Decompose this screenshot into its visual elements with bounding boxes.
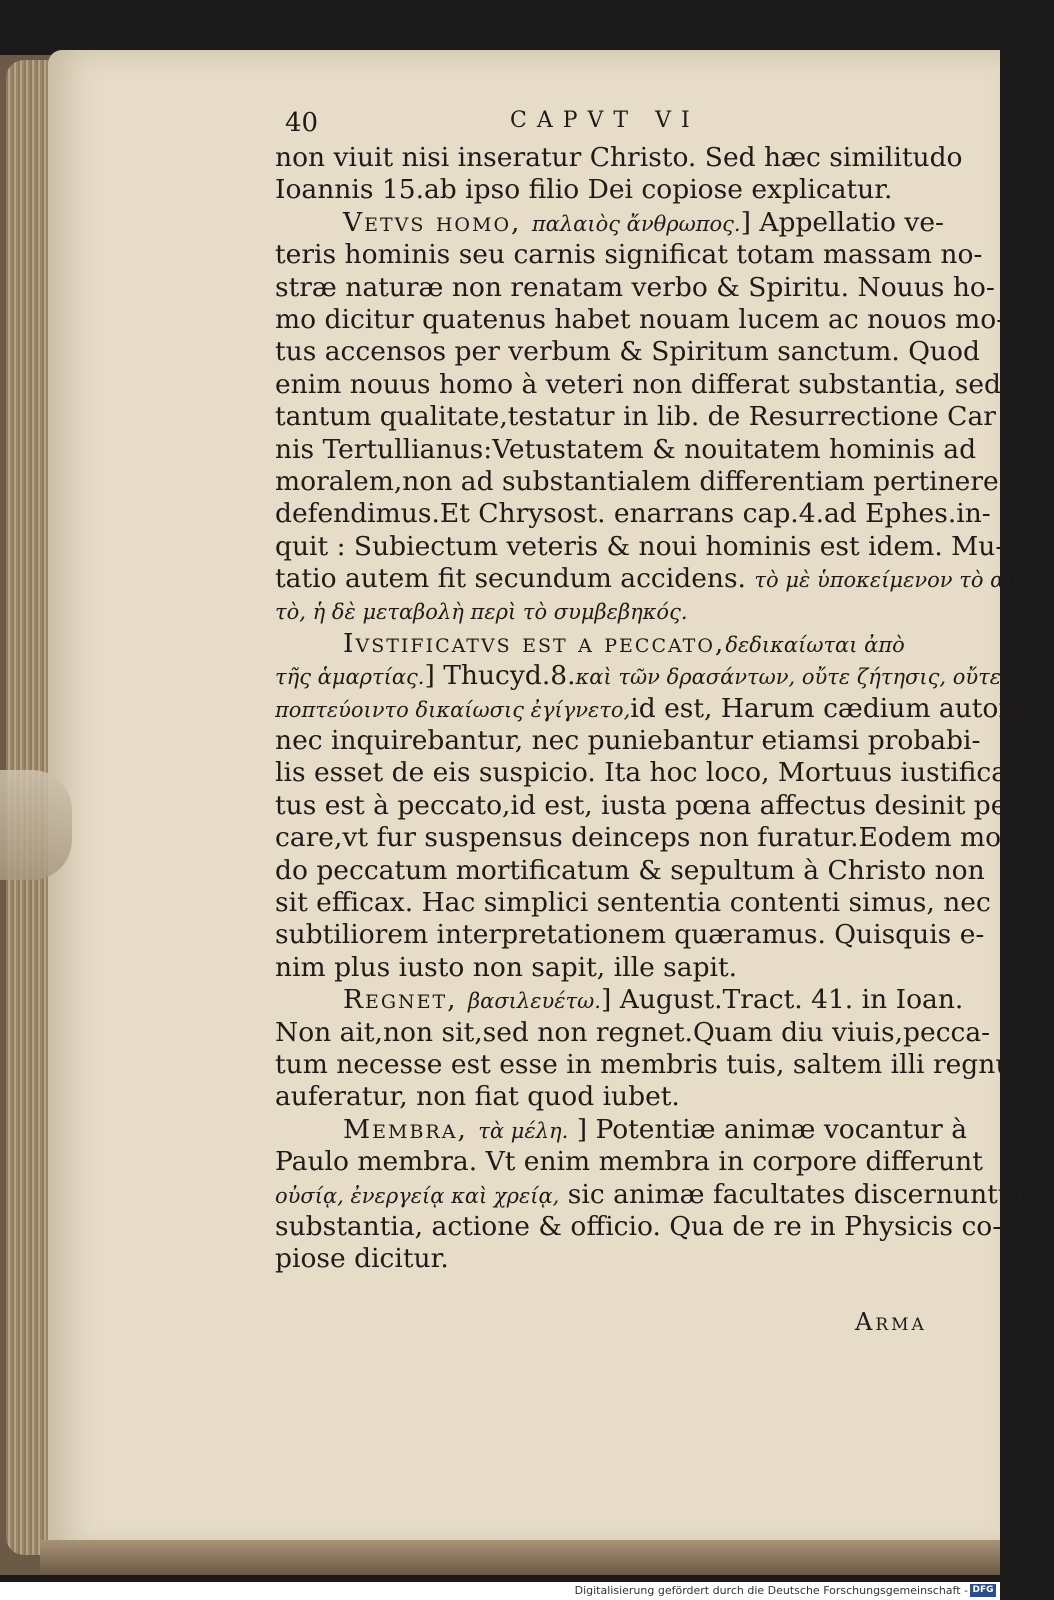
text-line xyxy=(275,1016,991,1049)
text-line xyxy=(275,465,999,498)
footer-credit: Digitalisierung gefördert durch die Deutsche Forschungsgemeinschaft - xyxy=(574,1584,968,1597)
text-line xyxy=(275,919,985,951)
text-line xyxy=(275,433,977,466)
text-line xyxy=(275,142,970,174)
text-segment: quit : Subiectum veteris & noui hominis est idem. Mu- xyxy=(275,530,1005,562)
text-segment: non viuit nisi inseratur Christo. Sed hæc similitudo xyxy=(275,142,963,173)
book-clasp xyxy=(0,770,72,880)
text-segment: substantia, actione & officio. Qua de re in Physicis co- xyxy=(275,1210,1002,1242)
text-line xyxy=(275,1210,1002,1243)
text-line xyxy=(275,174,970,206)
text-line xyxy=(275,1243,970,1275)
greek-text: οὐσίᾳ, ἐνεργείᾳ καὶ χρείᾳ, xyxy=(275,1183,560,1208)
text-line xyxy=(275,757,1017,789)
text-segment: piose dicitur. xyxy=(275,1243,449,1275)
text-segment: Non ait,non sit,sed non regnet.Quam diu viuis,pecca- xyxy=(275,1016,991,1048)
greek-text: τὸ, ἡ δὲ μεταβολὴ περὶ τὸ συμβεβηκός. xyxy=(275,600,688,625)
text-segment: tus accensos per verbum & Spiritum sanctum. Quod xyxy=(275,336,980,368)
greek-text: βασιλευέτω. xyxy=(468,989,601,1014)
text-line xyxy=(275,368,1002,401)
text-segment: nis Tertullianus:Vetustatem & nouitatem hominis ad xyxy=(275,433,977,465)
text-segment: tatio autem fit secundum accidens. xyxy=(275,563,755,595)
greek-text: δεδικαίωται ἀπὸ xyxy=(725,632,905,657)
text-line xyxy=(275,854,985,887)
text-line xyxy=(275,1081,970,1113)
text-line xyxy=(275,1146,983,1178)
text-segment: teris hominis seu carnis significat totam massam no- xyxy=(275,239,983,271)
text-segment: sic animæ facultates discernuntur xyxy=(559,1178,1028,1210)
text-line xyxy=(275,336,980,368)
text-segment: enim nouus homo à veteri non differat substantia, sed xyxy=(275,368,1002,400)
text-line xyxy=(275,725,981,757)
text-segment: auferatur, non fiat quod iubet. xyxy=(275,1081,680,1113)
text-line xyxy=(275,1048,1038,1081)
text-segment: tum necesse est esse in membris tuis, saltem illi regnum xyxy=(275,1048,1038,1080)
text-segment: subtiliorem interpretationem quæramus. Quisquis e- xyxy=(275,919,985,951)
text-segment: care,vt fur suspensus deinceps non furatur.Eodem mo xyxy=(275,822,1002,854)
text-line xyxy=(275,628,970,660)
lemma-heading: Ivstificatvs est a peccato, xyxy=(343,627,726,659)
lemma-heading: Membra, xyxy=(343,1113,479,1145)
text-segment: sit efficax. Hac simplici sententia contenti simus, nec xyxy=(275,886,991,918)
text-segment: ] Thucyd.8. xyxy=(424,660,576,692)
text-segment: tantum qualitate,testatur in lib. de Resurrectione Car xyxy=(275,401,996,433)
text-line xyxy=(275,886,991,919)
text-line xyxy=(275,595,970,627)
lemma-heading: Vetvs homo, xyxy=(343,206,532,238)
text-segment: nec inquirebantur, nec puniebantur etiamsi probabi- xyxy=(275,725,981,757)
text-line xyxy=(275,530,1005,563)
greek-text: καὶ τῶν δρασάντων, οὔτε ζήτησις, οὔτε εἰ ὑ- xyxy=(575,665,1054,690)
text-segment: id est, Harum cædium autores xyxy=(630,692,1041,724)
text-segment: ] August.Tract. 41. in Ioan. xyxy=(600,984,964,1016)
text-segment: ] Potentiæ animæ vocantur à xyxy=(568,1113,968,1145)
text-line xyxy=(275,239,983,271)
text-segment: nim plus iusto non sapit, ille sapit. xyxy=(275,951,738,983)
page-bottom-shadow xyxy=(40,1540,1000,1575)
body-text xyxy=(275,142,1054,1276)
text-segment: Paulo membra. Vt enim membra in corpore differunt xyxy=(275,1146,983,1178)
lemma-heading: Regnet, xyxy=(343,984,469,1016)
text-line xyxy=(275,498,991,530)
text-segment: do peccatum mortificatum & sepultum à Christo non xyxy=(275,854,985,886)
text-line xyxy=(275,984,970,1016)
greek-text: τῆς ἁμαρτίας. xyxy=(275,665,425,690)
text-line xyxy=(275,1178,1028,1211)
footer-bar xyxy=(0,1582,1000,1600)
text-line xyxy=(275,271,995,304)
page-number: 40 xyxy=(285,108,319,138)
text-line xyxy=(275,207,970,239)
catchword: Arma xyxy=(855,1308,927,1336)
text-line xyxy=(275,822,1002,854)
greek-text: παλαιὸς ἄνθρωπος. xyxy=(531,211,741,236)
text-line xyxy=(275,401,996,433)
text-segment: stræ naturæ non renatam verbo & Spiritu. Nouus ho- xyxy=(275,271,995,303)
text-line xyxy=(275,660,1054,692)
dfg-logo: DFG xyxy=(970,1584,996,1597)
greek-text: τὰ μέλη. xyxy=(478,1118,569,1143)
text-segment: tus est à peccato,id est, iusta pœna affectus desinit pec- xyxy=(275,789,1031,821)
page-header xyxy=(285,108,985,140)
text-line xyxy=(275,952,970,984)
text-line xyxy=(275,1114,970,1146)
text-segment: defendimus.Et Chrysost. enarrans cap.4.ad Ephes.in- xyxy=(275,498,991,530)
text-line xyxy=(275,303,1006,336)
greek-text: ποπτεύοιντο δικαίωσις ἐγίγνετο, xyxy=(275,697,631,722)
text-segment: lis esset de eis suspicio. Ita hoc loco, Mortuus iustifica- xyxy=(275,757,1017,789)
text-segment: moralem,non ad substantialem differentiam pertinere xyxy=(275,465,999,497)
greek-text: τὸ μὲ ὑποκείμενον τὸ αὐ- xyxy=(754,568,1025,593)
text-segment: Ioannis 15.ab ipso filio Dei copiose explicatur. xyxy=(275,174,893,206)
text-line xyxy=(275,692,1041,725)
text-line xyxy=(275,563,1025,595)
running-title: CAPVT VI xyxy=(510,108,700,133)
text-segment: mo dicitur quatenus habet nouam lucem ac nouos mo- xyxy=(275,303,1006,335)
text-segment: ] Appellatio ve- xyxy=(740,206,944,238)
text-line xyxy=(275,789,1031,822)
